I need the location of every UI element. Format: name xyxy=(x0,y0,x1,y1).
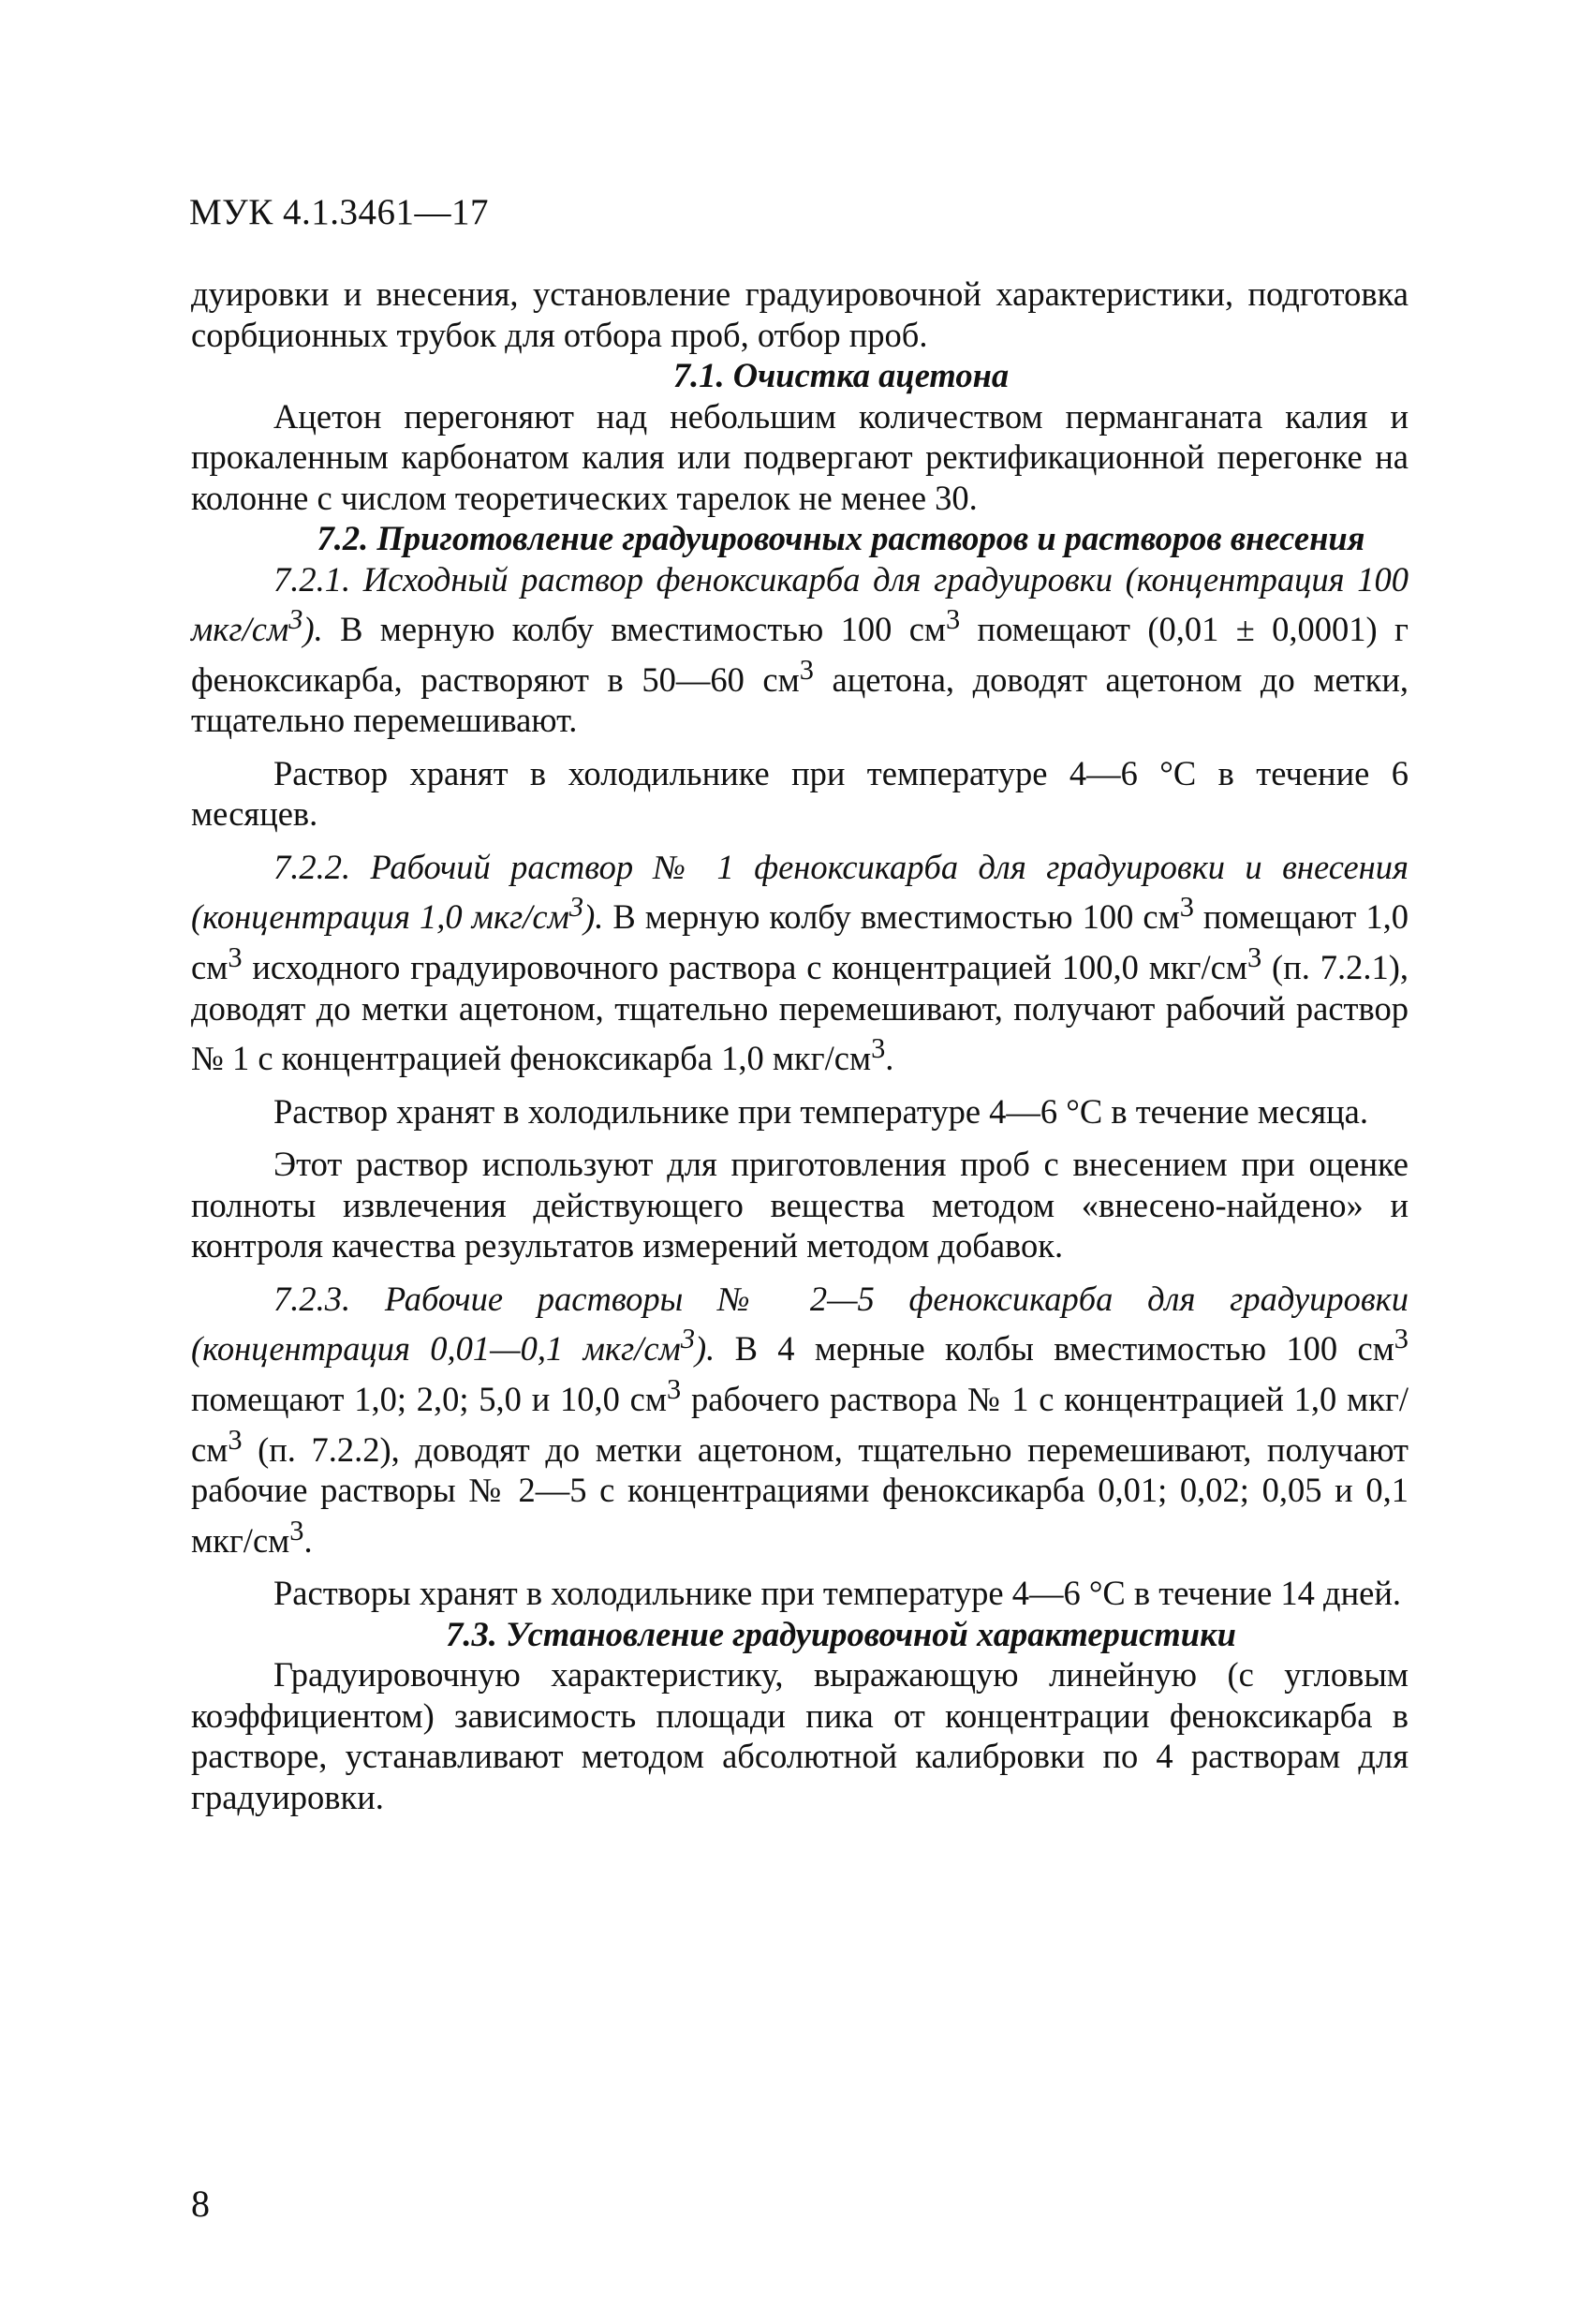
paragraph-7-2-3 xyxy=(191,1279,1409,1562)
title-text-end: ). xyxy=(695,1329,715,1369)
body-text: (п. 7.2.1), доводят до метки ацетоном, тщательно перемешивают, получают рабочий раствор № 1 с концентрацией феноксикарба 1,0 мкг/см xyxy=(191,948,1409,1078)
body-text: исходного градуировочного раствора с концентрацией 100,0 мкг/см xyxy=(242,948,1247,987)
body-text: В мерную колбу вместимостью 100 см xyxy=(322,610,946,649)
paragraph-storage-7-2-3: Растворы хранят в холодильнике при температуре 4—6 °С в течение 14 дней. xyxy=(273,1574,1402,1613)
title-text: 7.2.3. Рабочие растворы № 2—5 феноксикарба для градуировки (концентрация 0,01—0,1 мкг/см xyxy=(191,1279,1409,1369)
intro-paragraph: дуировки и внесения, установление градуировочной характеристики, подготовка сорбционных трубок для отбора проб, отбор проб. xyxy=(191,274,1409,354)
title-text-end: ). xyxy=(302,610,323,649)
title-text: 7.2.1. Исходный раствор феноксикарба для градуировки (концентрация 100 мкг/см xyxy=(191,559,1409,649)
superscript: 3 xyxy=(568,891,584,924)
section-heading-7-2: 7.2. Приготовление градуировочных растворов и растворов внесения xyxy=(317,519,1365,557)
body-text: ацетона, доводят ацетоном до метки, тщательно перемешивают. xyxy=(191,659,1409,740)
superscript: 3 xyxy=(1179,891,1194,924)
paragraph-usage-7-2-2: Этот раствор используют для приготовления проб с внесением при оценке полноты извлечения действующего вещества методом «внесено-найдено» и контроля качества результатов измерений методом добавок. xyxy=(191,1145,1409,1266)
paragraph-calibration: Градуировочную характеристику, выражающую линейную (с угловым коэффициентом) зависимость площади пика от концентрации феноксикарба в растворе, устанавливают методом абсолютной калибровки по 4 растворам для градуировки. xyxy=(191,1655,1409,1816)
body-text: (п. 7.2.2), доводят до метки ацетоном, тщательно перемешивают, получают рабочие растворы № 2—5 с концентрациями феноксикарба 0,01; 0,02; 0,05 и 0,1 мкг/см xyxy=(191,1429,1409,1560)
title-text-end: ). xyxy=(583,897,604,937)
page-number: 8 xyxy=(191,2183,210,2225)
body-text: В 4 мерные колбы вместимостью 100 см xyxy=(715,1329,1394,1369)
document-body xyxy=(191,274,1409,1817)
body-text: рабочего раствора № 1 с концентрацией 1,0 мкг/см xyxy=(191,1380,1409,1469)
body-text: . xyxy=(885,1039,894,1078)
paragraph-storage-7-2-1: Раствор хранят в холодильнике при температуре 4—6 °С в течение 6 месяцев. xyxy=(191,753,1409,834)
superscript: 3 xyxy=(680,1323,696,1355)
body-text: . xyxy=(303,1520,313,1560)
document-code: МУК 4.1.3461—17 xyxy=(189,192,490,232)
superscript: 3 xyxy=(1394,1323,1409,1355)
superscript: 3 xyxy=(1246,940,1262,973)
title-text: 7.2.2. Рабочий раствор № 1 феноксикарба для градуировки и внесения (концентрация 1,0 мкг/см xyxy=(191,847,1409,937)
superscript: 3 xyxy=(228,1423,243,1456)
superscript: 3 xyxy=(946,603,961,635)
superscript: 3 xyxy=(871,1032,886,1065)
paragraph-7-2-2 xyxy=(191,847,1409,1079)
paragraph-storage-7-2-2: Раствор хранят в холодильнике при температуре 4—6 °С в течение месяца. xyxy=(273,1091,1368,1131)
superscript: 3 xyxy=(228,940,243,973)
section-heading-7-3: 7.3. Установление градуировочной характеристики xyxy=(446,1614,1236,1653)
superscript: 3 xyxy=(288,603,303,635)
body-text: помещают 1,0 см xyxy=(191,897,1409,987)
paragraph-acetone-purification: Ацетон перегоняют над небольшим количеством перманганата калия и прокаленным карбонатом калия или подвергают ректификационной перегонке на колонне с числом теоретических тарелок не менее 30. xyxy=(191,396,1409,517)
body-text: помещают (0,01 ± 0,0001) г феноксикарба, растворяют в 50—60 см xyxy=(191,610,1409,699)
superscript: 3 xyxy=(666,1372,682,1405)
paragraph-7-2-1 xyxy=(191,559,1409,741)
superscript: 3 xyxy=(799,653,814,686)
superscript: 3 xyxy=(289,1514,304,1547)
body-text: помещают 1,0; 2,0; 5,0 и 10,0 см xyxy=(191,1380,667,1419)
section-heading-7-1: 7.1. Очистка ацетона xyxy=(672,356,1010,394)
body-text: В мерную колбу вместимостью 100 см xyxy=(603,897,1180,937)
